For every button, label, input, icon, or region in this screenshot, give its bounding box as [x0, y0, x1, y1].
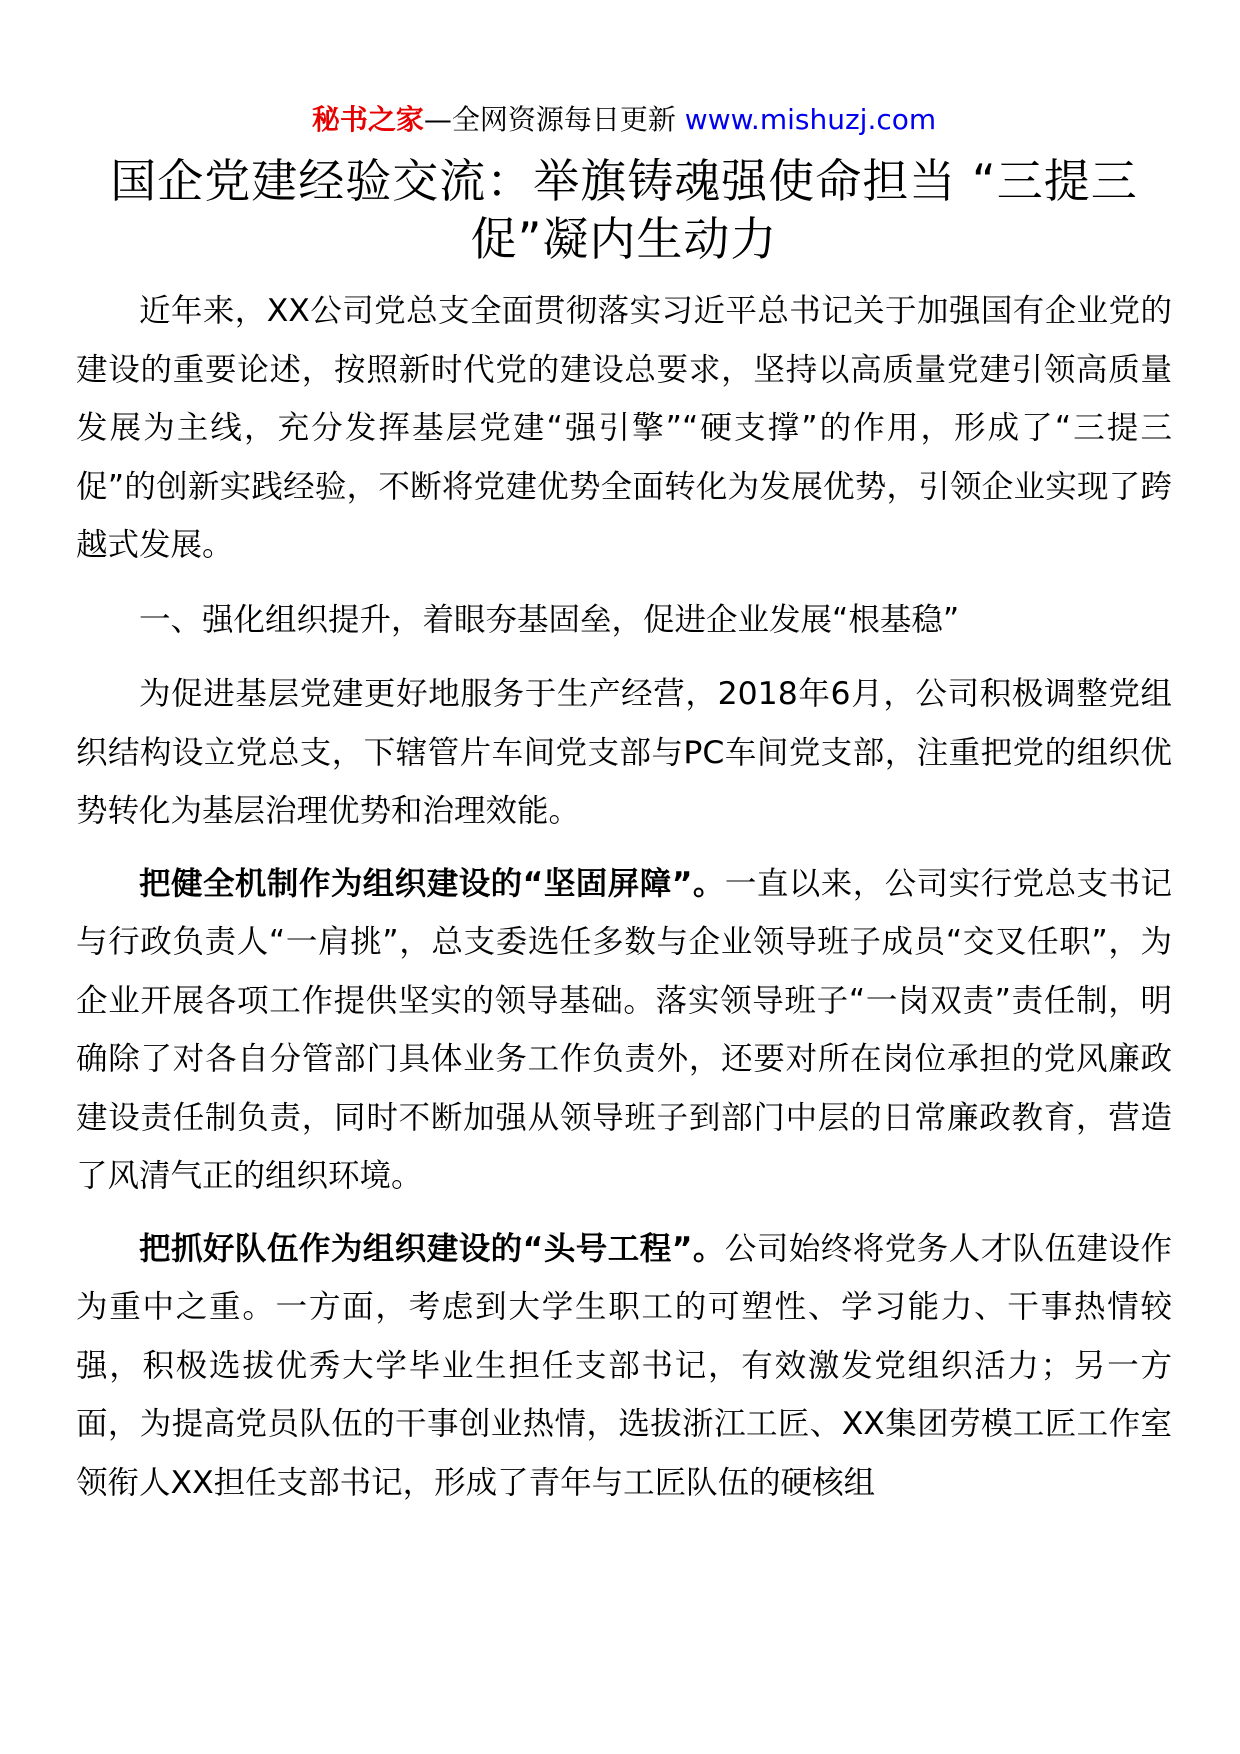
header-tagline: —全网资源每日更新: [423, 103, 676, 136]
paragraph-lead: 把健全机制作为组织建设的“坚固屏障”。: [139, 865, 725, 902]
brand-name: 秘书之家: [311, 103, 424, 136]
paragraph-body: 公司始终将党务人才队伍建设作为重中之重。一方面，考虑到大学生职工的可塑性、学习能力、干事热情较强，积极选拔优秀大学毕业生担任支部书记，有效激发党组织活力；另一方面，为提高党员队伍的干事创业热情，选拔浙江工匠、XX集团劳模工匠工作室领衔人XX担任支部书记，形成了青年与工匠队伍的硬核组: [76, 1230, 1172, 1501]
document-body: [76, 282, 1172, 1512]
site-url-link[interactable]: www.mishuzj.com: [684, 103, 937, 136]
site-header: [76, 100, 1172, 140]
paragraph-body: 一直以来，公司实行党总支书记与行政负责人“一肩挑”，总支委选任多数与企业领导班子成员“交叉任职”，为企业开展各项工作提供坚实的领导基础。落实领导班子“一岗双责”责任制，明确除了对各自分管部门具体业务工作负责外，还要对所在岗位承担的党风廉政建设责任制负责，同时不断加强从领导班子到部门中层的日常廉政教育，营造了风清气正的组织环境。: [76, 865, 1172, 1194]
document-title: 国企党建经验交流：举旗铸魂强使命担当 “三提三促”凝内生动力: [110, 154, 1138, 266]
paragraph-lead: 把抓好队伍作为组织建设的“头号工程”。: [139, 1230, 725, 1267]
section-paragraph-mechanism: [76, 855, 1172, 1206]
intro-paragraph: 近年来，XX公司党总支全面贯彻落实习近平总书记关于加强国有企业党的建设的重要论述，按照新时代党的建设总要求，坚持以高质量党建引领高质量发展为主线，充分发挥基层党建“强引擎”“硬支撑”的作用，形成了“三提三促”的创新实践经验，不断将党建优势全面转化为发展优势，引领企业实现了跨越式发展。: [76, 293, 1172, 563]
section-paragraph: 为促进基层党建更好地服务于生产经营，2018年6月，公司积极调整党组织结构设立党总支，下辖管片车间党支部与PC车间党支部，注重把党的组织优势转化为基层治理优势和治理效能。: [76, 676, 1172, 829]
section-heading: 一、强化组织提升，着眼夯基固垒，促进企业发展“根基稳”: [139, 601, 960, 638]
section-paragraph-team: [76, 1220, 1172, 1513]
